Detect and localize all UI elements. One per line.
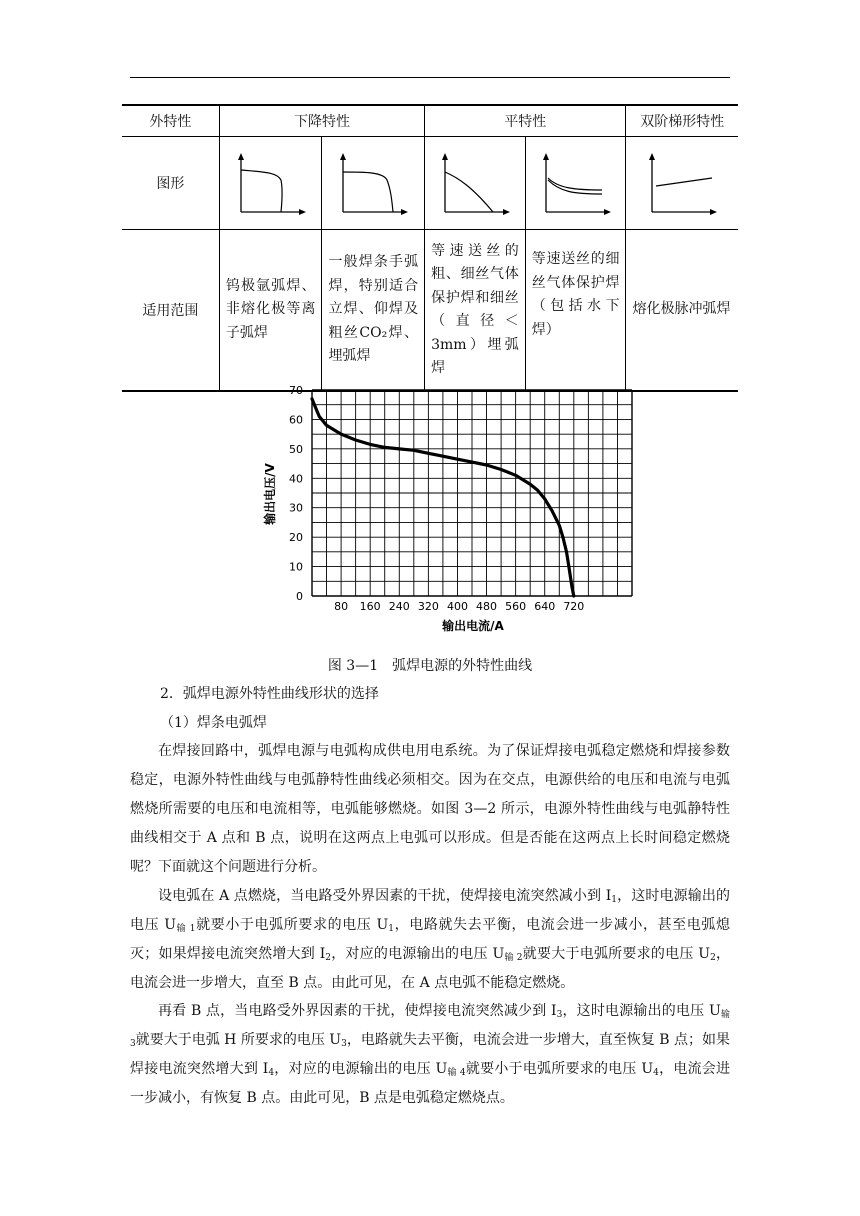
x-tick-label: 240 xyxy=(388,600,410,613)
x-tick-label: 640 xyxy=(534,600,556,613)
paragraph-2 xyxy=(130,882,730,998)
header-label: 外特性 xyxy=(122,105,219,137)
p3-text-6: 就要小于电弧所要求的电压 U xyxy=(465,1061,654,1077)
p3-text-4: ，电路就失去平衡，电流会进一步增大，直至恢复 B 点；如果焊接电流突然增大到 I xyxy=(130,1032,731,1077)
figure-cell-5 xyxy=(626,137,738,230)
paragraph-3 xyxy=(130,997,730,1113)
figure-label: 图形 xyxy=(122,137,219,230)
figure-cell-4 xyxy=(525,137,626,230)
linear-drop-curve-icon xyxy=(437,150,513,216)
p2-sub-3: 1 xyxy=(388,924,395,934)
characteristics-table xyxy=(122,104,738,392)
figure-cell-1 xyxy=(219,137,322,230)
usage-cell-4 xyxy=(525,230,626,392)
p3-text-2: ，这时电源输出的电压 U xyxy=(562,1003,721,1019)
p2-text-3: 就要小于电弧所要求的电压 U xyxy=(195,917,389,933)
p3-text-7: ，电流会进一步减小，有恢复 B 点。由此可见，B 点是电弧稳定燃烧点。 xyxy=(130,1061,731,1106)
p3-sub-4: 4 xyxy=(268,1068,275,1078)
p2-text-2: ，这时电源输出的电压 U xyxy=(130,888,730,933)
y-tick-label: 60 xyxy=(289,413,303,427)
usage-text-4: 等速送丝的细丝气体保护焊（包括水下焊） xyxy=(531,251,620,338)
x-tick-label: 320 xyxy=(417,600,439,613)
x-tick-label: 160 xyxy=(359,600,381,613)
p2-text-7: ，电流会进一步增大，直至 B 点。由此可见，在 A 点电弧不能稳定燃烧。 xyxy=(130,946,731,991)
figure-cell-2 xyxy=(322,137,425,230)
usage-cell-2 xyxy=(322,230,425,392)
p3-sub-6: 4 xyxy=(653,1068,659,1078)
x-tick-label: 560 xyxy=(505,600,527,613)
paragraph-1: 在焊接回路中，弧焊电源与电弧构成供电用电系统。为了保证焊接电弧稳定燃烧和焊接参数稳定，电源外特性曲线与电弧静特性曲线必须相交。因为在交点，电源供给的电压和电流与电弧燃烧所需要的电压和电流相等，电弧能够燃烧。如图 3—2 所示，电源外特性曲线与电弧静特性曲线相交于 A 点和 B 点，说明在这两点上电弧可以形成。但是否能在这两点上长时间稳定燃烧呢？下面就这个问题进行分析。 xyxy=(130,743,730,875)
flat-curves-icon xyxy=(538,150,614,216)
chart-grid xyxy=(312,390,632,596)
usage-text-1: 钨极氩弧焊、非熔化极等离子弧焊 xyxy=(225,277,316,341)
usage-text-2: 一般焊条手弧焊，特别适合立焊、仰焊及粗丝CO₂焊、埋弧焊 xyxy=(328,254,419,365)
p3-text-1: 再看 B 点，当电路受外界因素的干扰，使焊接电流突然减少到 I xyxy=(158,1003,557,1019)
y-tick-label: 20 xyxy=(289,531,303,545)
rising-line-icon xyxy=(644,150,720,216)
usage-text-5: 熔化极脉冲弧焊 xyxy=(632,301,731,318)
y-tick-label: 30 xyxy=(289,501,303,515)
y-tick-label: 0 xyxy=(296,590,303,603)
header-flat: 平特性 xyxy=(425,105,626,137)
p2-sub-5: 输 2 xyxy=(504,953,523,963)
usage-cell-1 xyxy=(219,230,322,392)
p3-sub-3: 3 xyxy=(341,1039,347,1049)
p2-sub-2: 输 1 xyxy=(176,924,196,934)
p3-sub-1: 3 xyxy=(556,1010,563,1020)
p2-text-4: ，电路就失去平衡，电流会进一步减小，甚至电弧熄灭；如果焊接电流突然增大到 I xyxy=(130,917,731,962)
usage-cell-5 xyxy=(626,230,738,392)
drooping-curve-icon xyxy=(335,150,411,216)
steep-drop-curve-icon xyxy=(233,150,309,216)
usage-label: 适用范围 xyxy=(122,230,219,392)
y-tick-labels xyxy=(289,384,303,603)
p2-sub-6: 2 xyxy=(710,953,716,963)
figure-caption: 图 3—1 弧焊电源的外特性曲线 xyxy=(327,658,533,674)
y-tick-label: 50 xyxy=(289,442,303,456)
x-tick-label: 480 xyxy=(476,600,498,613)
subsection-title: （1）焊条电弧焊 xyxy=(160,715,267,731)
y-tick-label: 70 xyxy=(289,384,303,397)
p3-sub-5: 输 4 xyxy=(447,1068,466,1078)
header-drooping: 下降特性 xyxy=(219,105,424,137)
p2-text-1: 设电弧在 A 点燃烧，当电路受外界因素的干扰，使焊接电流突然减小到 I xyxy=(158,888,612,904)
p2-text-6: 就要大于电弧所要求的电压 U xyxy=(522,946,711,962)
output-characteristic-chart xyxy=(258,380,648,638)
usage-text-3: 等速送丝的粗、细丝气体保护焊和细丝（直径＜3mm）埋弧焊 xyxy=(431,242,519,376)
y-axis-label: 输出电压/V xyxy=(263,463,277,525)
section-title: 2．弧焊电源外特性曲线形状的选择 xyxy=(160,686,379,702)
p2-sub-1: 1 xyxy=(611,895,617,905)
table-header-row xyxy=(122,105,738,137)
page-header-rule xyxy=(130,77,730,78)
p3-text-3: 就要大于电弧 H 所要求的电压 U xyxy=(135,1032,342,1048)
p3-text-5: ，对应的电源输出的电压 U xyxy=(274,1061,448,1077)
p2-text-5: ，对应的电源输出的电压 U xyxy=(330,946,505,962)
table-figure-row xyxy=(122,137,738,230)
x-tick-label: 720 xyxy=(563,600,585,613)
table-usage-row xyxy=(122,230,738,392)
usage-cell-3 xyxy=(425,230,526,392)
y-tick-label: 40 xyxy=(289,472,303,486)
figure-cell-3 xyxy=(425,137,526,230)
x-tick-label: 80 xyxy=(334,600,349,613)
header-dual-step: 双阶梯形特性 xyxy=(626,105,738,137)
x-tick-labels xyxy=(334,600,584,613)
p3-sub-2: 输 3 xyxy=(130,1010,730,1049)
x-tick-label: 400 xyxy=(446,600,468,613)
x-axis-label: 输出电流/A xyxy=(442,619,504,633)
p2-sub-4: 2 xyxy=(325,953,331,963)
y-tick-label: 10 xyxy=(289,560,303,574)
